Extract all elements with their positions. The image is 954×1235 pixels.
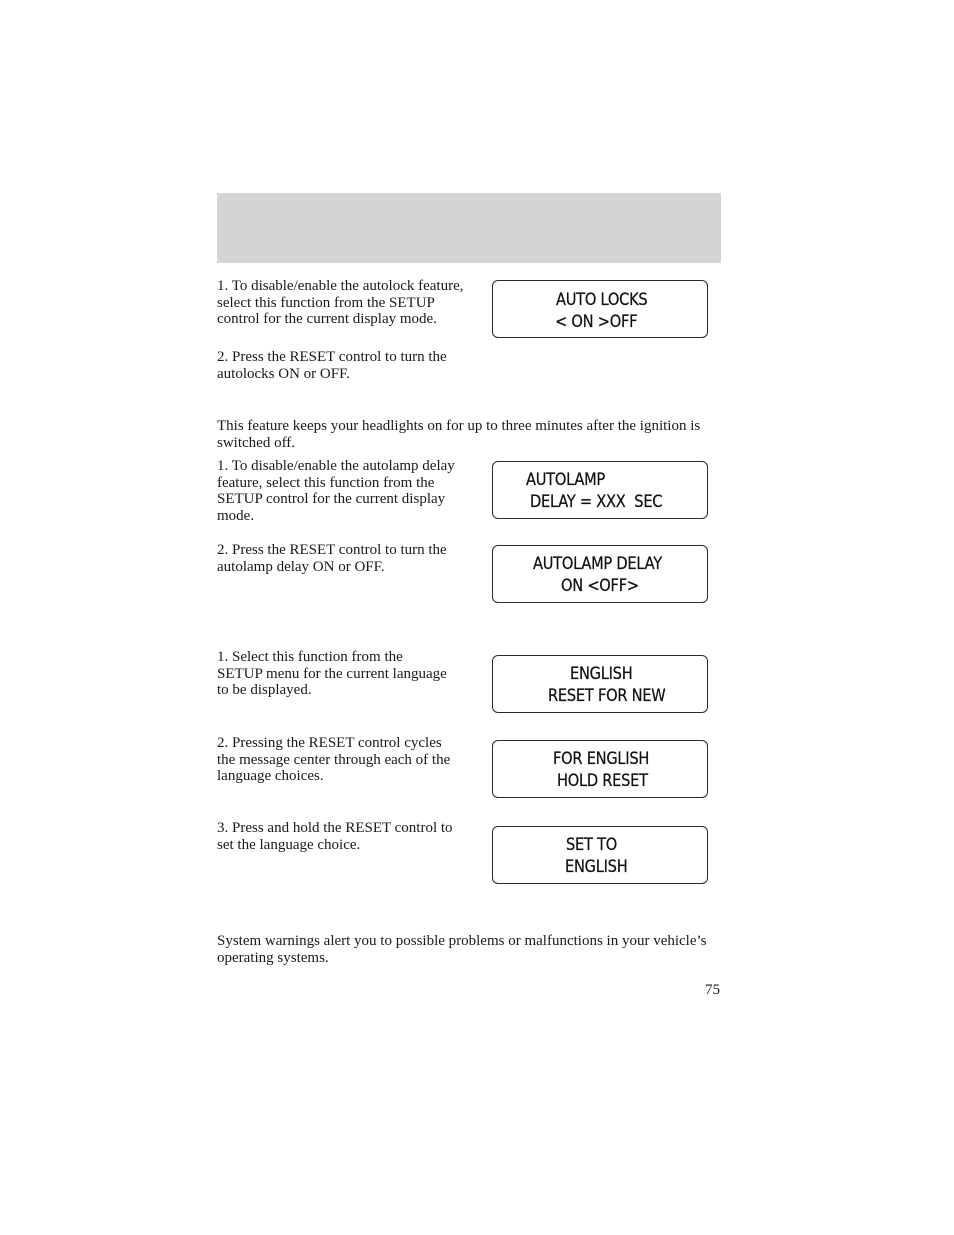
autolamp-onoff-display [492, 545, 708, 603]
language-step-2: 2. Pressing the RESET control cycles the message center through each of the language choices. [217, 735, 451, 784]
display-line-1: AUTO LOCKS [556, 290, 648, 310]
autolamp-step-1: 1. To disable/enable the autolamp delay feature, select this function from the SETUP control for the current display mode. [217, 458, 455, 524]
autolock-step-2: 2. Press the RESET control to turn the autolocks ON or OFF. [217, 349, 447, 382]
display-line-1: AUTOLAMP [526, 470, 605, 490]
display-line-1: ENGLISH [570, 664, 633, 684]
system-warnings-intro: System warnings alert you to possible problems or malfunctions in your vehicle’s operating systems. [217, 933, 707, 966]
autolamp-step-2: 2. Press the RESET control to turn the autolamp delay ON or OFF. [217, 542, 447, 575]
display-line-2: RESET FOR NEW [548, 686, 666, 706]
language-step-1: 1. Select this function from the SETUP menu for the current language to be displayed. [217, 649, 447, 698]
language-set-display [492, 826, 708, 884]
display-line-2: ENGLISH [565, 857, 628, 877]
language-hold-display [492, 740, 708, 798]
display-line-2: DELAY = XXX SEC [530, 492, 663, 512]
display-line-2: < ON >OFF [555, 312, 638, 332]
language-english-display [492, 655, 708, 713]
autolock-display [492, 280, 708, 338]
language-step-3: 3. Press and hold the RESET control to set the language choice. [217, 820, 453, 853]
display-line-2: HOLD RESET [557, 771, 648, 791]
autolock-step-1: 1. To disable/enable the autolock feature, select this function from the SETUP control for the current display mode. [217, 278, 464, 327]
display-line-2: ON <OFF> [561, 576, 639, 596]
autolamp-delay-display [492, 461, 708, 519]
display-line-1: AUTOLAMP DELAY [533, 554, 662, 574]
page-number: 75 [705, 982, 720, 998]
display-line-1: SET TO [566, 835, 617, 855]
section-header-band [217, 193, 721, 263]
display-line-1: FOR ENGLISH [553, 749, 650, 769]
autolamp-intro: This feature keeps your headlights on for up to three minutes after the ignition is switched off. [217, 418, 701, 451]
